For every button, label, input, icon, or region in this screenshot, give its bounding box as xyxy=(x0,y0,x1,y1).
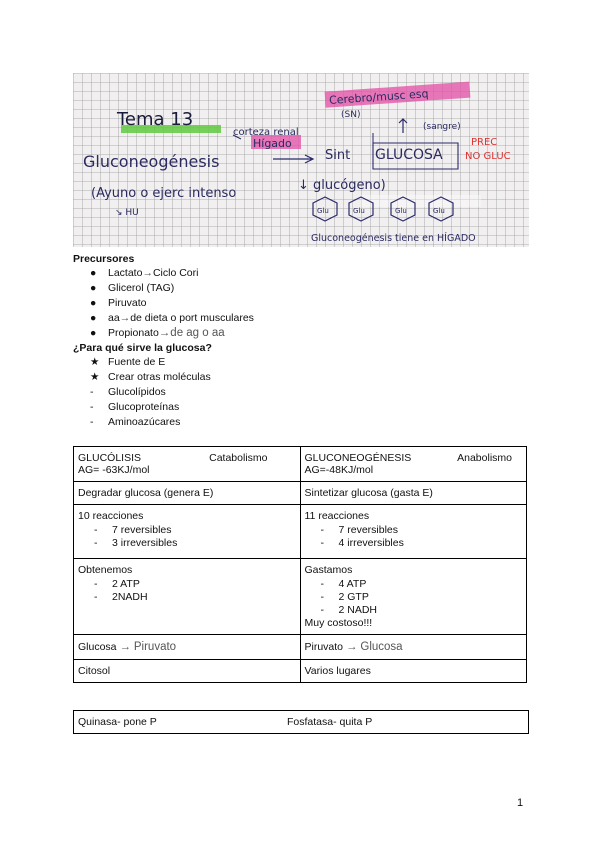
gluconeogenesis-energy: AG=-48KJ/mol xyxy=(304,464,374,476)
table-row xyxy=(74,482,527,505)
dash-icon: - xyxy=(90,386,94,398)
photo-line-gluconeo: Gluconeogénesis xyxy=(83,152,220,171)
photo-glu-3: Glu xyxy=(395,207,407,215)
enzyme-note-box xyxy=(73,710,529,734)
item-text: Lactato xyxy=(108,267,143,279)
bullet-icon: ● xyxy=(90,267,97,279)
list-item: - 2NADH xyxy=(94,591,296,604)
list-item xyxy=(90,311,529,326)
list-item xyxy=(90,281,529,296)
glucolisis-title: GLUCÓLISIS xyxy=(78,452,142,464)
photo-glu-1: Glu xyxy=(317,207,329,215)
item-text: Piruvato xyxy=(108,297,147,309)
photo-line-sint: Sint xyxy=(325,148,351,163)
photo-line-corteza: corteza renal xyxy=(233,127,299,138)
item-text-rest: de dieta o port musculares xyxy=(130,312,254,324)
photo-line-glucosa: GLUCOSA xyxy=(375,147,443,163)
cell-text: Piruvato xyxy=(304,641,344,653)
photo-line-title: Tema 13 xyxy=(117,109,194,130)
cell-text: Piruvato xyxy=(133,641,177,653)
item-text: Crear otras moléculas xyxy=(108,371,211,383)
bullet-icon: ● xyxy=(90,282,97,294)
table-row xyxy=(74,660,527,683)
table-cell: Sintetizar glucosa (gasta E) xyxy=(300,482,527,505)
sub-list xyxy=(78,578,296,604)
table-cell xyxy=(74,559,301,635)
item-text: Propionato xyxy=(108,327,159,339)
list-item xyxy=(90,415,529,430)
table-cell xyxy=(300,505,527,559)
photo-line-glucogeno: ↓ glucógeno) xyxy=(298,178,386,193)
photo-line-cerebro: Cerebro/musc esq xyxy=(328,87,429,108)
list-item xyxy=(90,296,529,311)
cell-heading: 10 reacciones xyxy=(78,510,144,522)
bullet-icon: ● xyxy=(90,327,97,339)
glucolisis-energy: AG= -63KJ/mol xyxy=(78,464,150,476)
sub-list xyxy=(305,524,523,550)
cell-heading: 11 reacciones xyxy=(304,510,370,522)
list-item xyxy=(90,400,529,415)
table-row xyxy=(74,635,527,660)
list-item: - 2 ATP xyxy=(94,578,296,591)
notes-body xyxy=(73,252,529,430)
cell-note: Muy costoso!!! xyxy=(304,617,373,629)
table-row xyxy=(74,505,527,559)
photo-glu-4: Glu xyxy=(433,207,445,215)
photo-line-footer: Gluconeogénesis tiene en HÍGADO xyxy=(311,233,476,244)
item-text-rest: Ciclo Cori xyxy=(152,267,199,279)
quinasa-note: Quinasa- pone P xyxy=(78,716,157,728)
cell-text: Glucosa xyxy=(78,641,117,653)
list-item xyxy=(90,385,529,400)
table-cell xyxy=(74,635,301,660)
dash-icon: - xyxy=(90,401,94,413)
list-item xyxy=(90,326,529,341)
list-item: - 2 GTP xyxy=(321,591,523,604)
table-cell xyxy=(74,505,301,559)
photo-line-higado: Hígado xyxy=(253,137,292,150)
gluconeogenesis-title: GLUCONEOGÉNESIS xyxy=(304,452,412,464)
item-text: Aminoazúcares xyxy=(108,416,181,428)
catabolismo-label: Catabolismo xyxy=(209,452,268,464)
photo-line-hu: ↘ HU xyxy=(115,208,139,218)
photo-line-ayuno: (Ayuno o ejerc intenso xyxy=(91,186,237,201)
notes-photo-drawing xyxy=(73,73,529,247)
list-item: - 3 irreversibles xyxy=(94,537,296,550)
table-cell: Citosol xyxy=(74,660,301,683)
item-text-rest: de ag o aa xyxy=(170,327,225,339)
photo-line-nogluc: NO GLUC xyxy=(465,151,511,162)
precursores-heading: Precursores xyxy=(73,253,135,265)
comparison-table xyxy=(73,446,527,683)
table-cell: Degradar glucosa (genera E) xyxy=(74,482,301,505)
arrow-icon: → xyxy=(345,641,358,653)
list-item: - 4 ATP xyxy=(321,578,523,591)
item-text: Glicerol (TAG) xyxy=(108,282,175,294)
arrow-icon: → xyxy=(142,267,153,279)
item-text: Fuente de E xyxy=(108,356,166,368)
list-item: - 2 NADH xyxy=(321,604,523,617)
list-item: - 7 reversibles xyxy=(321,524,523,537)
list-item xyxy=(90,370,529,385)
arrow-icon: → xyxy=(119,641,131,653)
page-number: 1 xyxy=(517,797,524,809)
handwritten-notes-photo xyxy=(73,73,529,247)
table-cell xyxy=(300,559,527,635)
cell-heading: Gastamos xyxy=(304,564,353,576)
glucosa-uses-list xyxy=(73,355,529,430)
bullet-icon: ● xyxy=(90,297,97,309)
table-cell xyxy=(300,447,527,482)
list-item: - 7 reversibles xyxy=(94,524,296,537)
anabolismo-label: Anabolismo xyxy=(457,452,512,464)
sub-list xyxy=(78,524,296,550)
bullet-icon: ● xyxy=(90,312,97,324)
photo-line-prec: PREC xyxy=(471,137,498,148)
fosfatasa-note: Fosfatasa- quita P xyxy=(287,716,373,728)
photo-line-sangre: (sangre) xyxy=(423,122,461,132)
arrow-icon: → xyxy=(158,327,171,339)
star-icon: ★ xyxy=(90,356,100,368)
table-row xyxy=(74,447,527,482)
table-cell xyxy=(300,635,527,660)
item-text: aa xyxy=(108,312,120,324)
sub-list xyxy=(305,578,523,617)
list-item xyxy=(90,355,529,370)
list-item xyxy=(90,266,529,281)
list-item: - 4 irreversibles xyxy=(321,537,523,550)
star-icon: ★ xyxy=(90,371,100,383)
item-text: Glucolípidos xyxy=(108,386,166,398)
cell-heading: Obtenemos xyxy=(78,564,133,576)
table-cell xyxy=(74,447,301,482)
photo-line-sn: (SN) xyxy=(341,110,361,120)
precursores-list xyxy=(73,266,529,341)
photo-glu-2: Glu xyxy=(353,207,365,215)
arrow-icon: → xyxy=(119,312,131,324)
table-cell: Varios lugares xyxy=(300,660,527,683)
cell-text: Glucosa xyxy=(360,641,403,653)
glucosa-heading: ¿Para qué sirve la glucosa? xyxy=(73,342,212,354)
dash-icon: - xyxy=(90,416,94,428)
item-text: Glucoproteínas xyxy=(108,401,180,413)
table-row xyxy=(74,559,527,635)
